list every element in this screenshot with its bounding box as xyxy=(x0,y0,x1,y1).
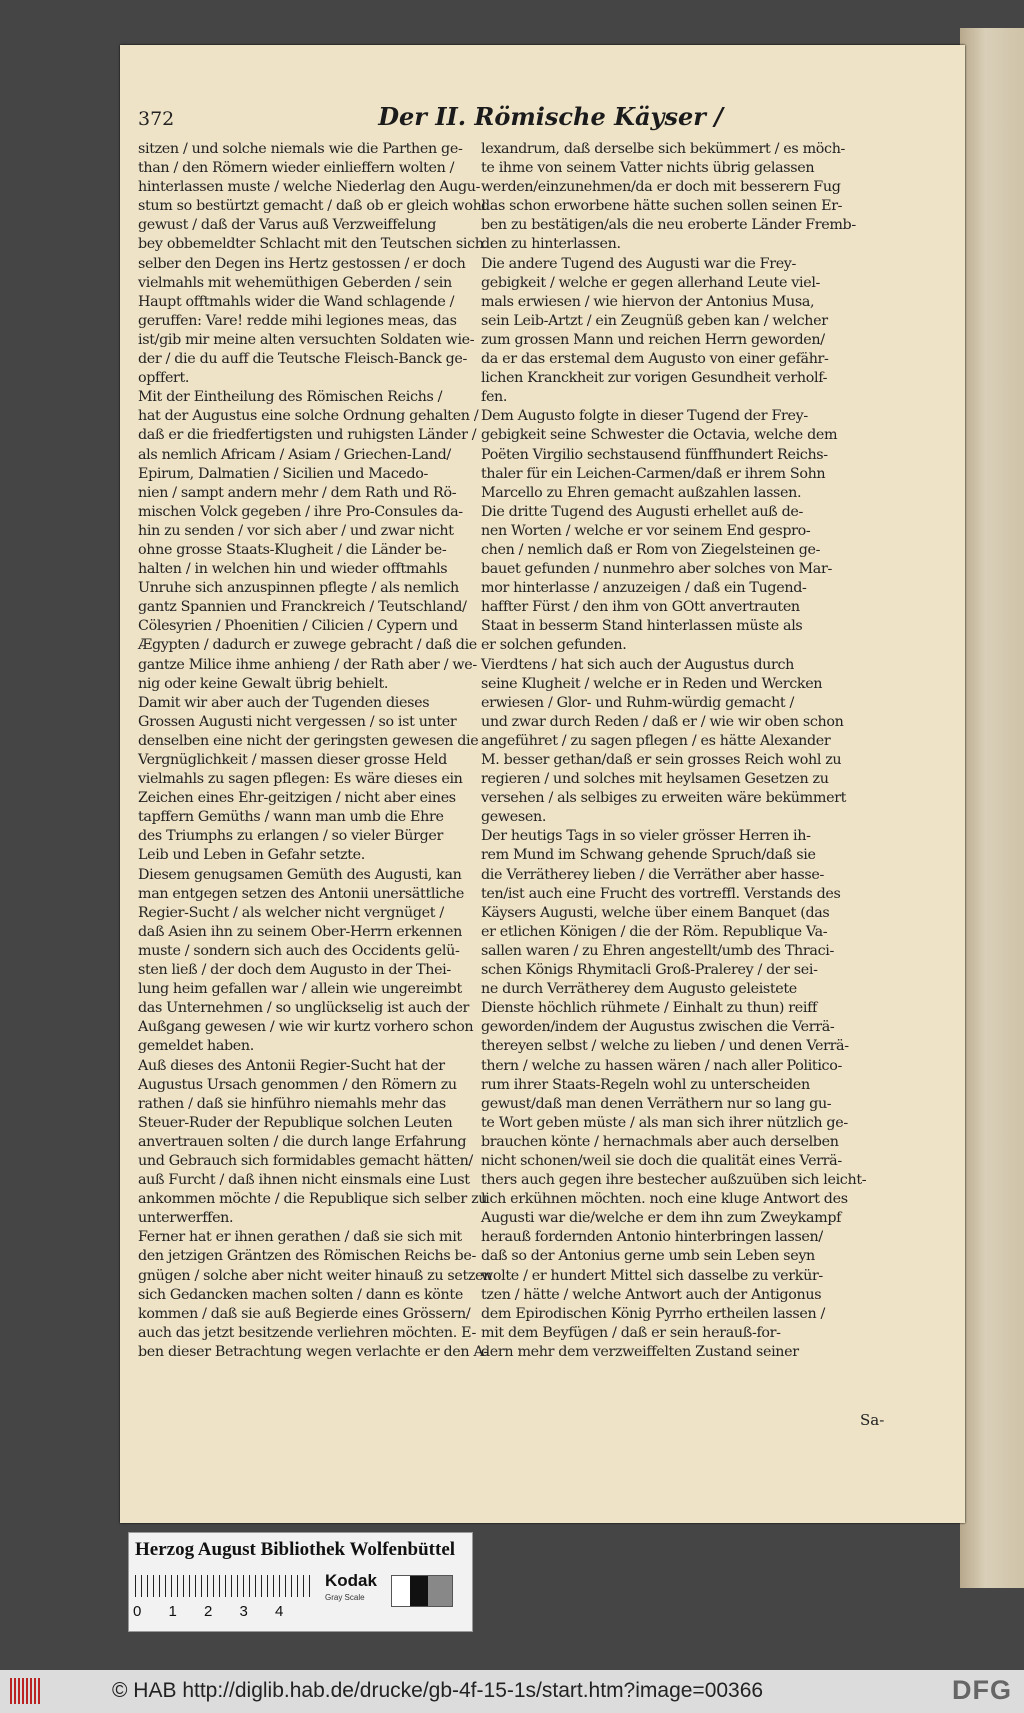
footer-bar xyxy=(0,1670,1024,1713)
text-line: Marcello zu Ehren gemacht außzahlen lassen. xyxy=(481,484,802,501)
text-line: Grossen Augusti nicht vergessen / so ist unter xyxy=(138,713,457,730)
text-line: sitzen / und solche niemals wie die Parthen ge- xyxy=(138,141,463,157)
text-line: herauß fordernden Antonio hinterbringen lassen/ xyxy=(481,1229,823,1246)
text-line: gewust / daß der Varus auß Verzweiffelung xyxy=(138,217,437,234)
text-line: er etlichen Königen / die der Röm. Republique Va- xyxy=(481,923,828,940)
text-line: daß Asien ihn zu seinem Ober-Herrn erkennen xyxy=(138,923,462,940)
facing-page-edge xyxy=(960,28,1024,1588)
text-line: seine Klugheit / welche er in Reden und Wercken xyxy=(481,675,823,692)
text-line: und zwar durch Reden / daß er / wie wir oben schon xyxy=(481,713,844,730)
text-line: M. besser gethan/daß er sein grosses Reich wohl zu xyxy=(481,752,842,768)
text-line: Augusti war die/welche er dem ihn zum Zweykampf xyxy=(481,1210,842,1227)
text-line: Der heutigs Tags in so vieler grösser Herren ih- xyxy=(481,828,811,845)
text-line: vielmahls mit wehemüthigen Geberden / sein xyxy=(138,274,452,291)
text-line: ist/gib mir meine alten versuchten Soldaten wie- xyxy=(138,331,475,348)
text-line: ten/ist auch eine Frucht des vortreffl. Verstands des xyxy=(481,885,841,902)
text-line: lexandrum, daß derselbe sich bekümmert / es möch- xyxy=(481,141,846,157)
text-line: die Verrätherey lieben / die Verräther aber hasse- xyxy=(481,866,824,883)
ruler-numbers: 0 1 2 3 4 xyxy=(133,1603,284,1620)
text-line: gewesen. xyxy=(481,809,547,826)
right-text-column xyxy=(481,140,867,1362)
text-line: und Gebrauch sich formidables gemacht hätten/ xyxy=(138,1152,473,1169)
scale-ruler xyxy=(135,1575,315,1597)
text-line: thaler für ein Leichen-Carmen/daß er ihrem Sohn xyxy=(481,465,826,482)
text-line: Mit der Eintheilung des Römischen Reichs / xyxy=(138,389,443,406)
text-line: brauchen könte / hernachmals aber auch derselben xyxy=(481,1133,839,1150)
text-line: erwiesen / Glor- und Ruhm-würdig gemacht / xyxy=(481,694,794,711)
text-line: Dem Augusto folgte in dieser Tugend der Frey- xyxy=(481,408,808,425)
text-line: nen Worten / welche er vor seinem End gespro- xyxy=(481,522,811,539)
text-line: hin zu senden / vor sich aber / und zwar nicht xyxy=(138,522,454,539)
text-line: Haupt offtmahls wider die Wand schlagende / xyxy=(138,293,455,310)
text-line: ben zu bestätigen/als die neu eroberte Länder Fremb- xyxy=(481,217,856,234)
text-line: anvertrauen solten / die durch lange Erfahrung xyxy=(138,1133,467,1150)
text-line: wolte / er hundert Mittel sich dasselbe zu verkür- xyxy=(481,1267,823,1284)
page-number: 372 xyxy=(138,108,175,130)
text-line: werden/einzunehmen/da er doch mit besserern Fug xyxy=(481,179,841,196)
text-line: halten / in welchen hin und wieder offtmahls xyxy=(138,561,448,578)
text-line: unterwerffen. xyxy=(138,1210,234,1227)
text-line: gebigkeit / welche er gegen allerhand Leute viel- xyxy=(481,274,821,291)
text-line: mit dem Beyfügen / daß er sein herauß-for- xyxy=(481,1324,781,1341)
text-line: dern mehr dem verzweiffelten Zustand seiner xyxy=(481,1343,799,1360)
text-line: Die dritte Tugend des Augusti erhellet auß de- xyxy=(481,503,803,520)
text-line: lichen Kranckheit zur vorigen Gesundheit verholf- xyxy=(481,370,828,387)
gray-scale-patch xyxy=(391,1575,453,1607)
text-line: das schon erworbene hätte suchen sollen seinen Er- xyxy=(481,198,843,215)
text-line: er solchen gefunden. xyxy=(481,637,627,654)
text-line: Regier-Sucht / als welcher nicht vergnüget / xyxy=(138,904,444,921)
text-line: regieren / und solches mit heylsamen Gesetzen zu xyxy=(481,771,829,788)
text-line: bey obbemeldter Schlacht mit den Teutschen sich xyxy=(138,236,484,253)
text-line: tzen / hätte / welche Antwort auch der Antigonus xyxy=(481,1286,822,1303)
catchword: Sa- xyxy=(860,1411,885,1429)
text-line: te ihme von seinem Vatter nichts übrig gelassen xyxy=(481,160,815,177)
text-line: nig oder keine Gewalt übrig behielt. xyxy=(138,675,389,692)
text-line: Leib und Leben in Gefahr setzte. xyxy=(138,847,365,864)
page-header xyxy=(138,102,723,140)
text-line: haffter Fürst / den ihm von GOtt anvertrauten xyxy=(481,599,800,616)
text-line: tapffern Gemüths / wann man umb die Ehre xyxy=(138,809,444,826)
text-line: Außgang gewesen / wie wir kurtz vorhero schon xyxy=(138,1019,474,1036)
text-line: sten ließ / der doch dem Augusto in der Thei- xyxy=(138,962,451,979)
text-line: ne durch Verrätherey dem Augusto geleistete xyxy=(481,981,797,998)
grayscale-label: Gray Scale xyxy=(325,1593,365,1602)
text-line: te Wort geben müste / als man sich ihrer nützlich ge- xyxy=(481,1114,848,1131)
text-line: Steuer-Ruder der Republique solchen Leuten xyxy=(138,1114,453,1131)
text-line: denselben eine nicht der geringsten gewesen die xyxy=(138,732,479,749)
text-line: auch das jetzt besitzende verliehren möchten. E- xyxy=(138,1324,476,1341)
text-line: lich erkühnen möchten. noch eine kluge Antwort des xyxy=(481,1191,848,1208)
text-line: rathen / daß sie hinführo niemahls mehr das xyxy=(138,1095,446,1112)
text-line: Vierdtens / hat sich auch der Augustus durch xyxy=(481,656,794,673)
text-line: daß er die friedfertigsten und ruhigsten Länder / xyxy=(138,427,477,444)
text-line: thereyen selbst / welche zu lieben / und denen Verrä- xyxy=(481,1038,849,1055)
text-line: gnügen / solche aber nicht weiter hinauß zu setzen xyxy=(138,1267,493,1284)
text-line: Unruhe sich anzuspinnen pflegte / als nemlich xyxy=(138,580,459,597)
text-line: gewust/daß man denen Verräthern nur so lang gu- xyxy=(481,1095,832,1112)
text-line: Damit wir aber auch der Tugenden dieses xyxy=(138,694,430,711)
text-line: daß so der Antonius gerne umb sein Leben seyn xyxy=(481,1248,815,1265)
text-line: stum so bestürtzt gemacht / daß ob er gleich wohl xyxy=(138,198,486,215)
text-line: vielmahls zu sagen pflegen: Es wäre dieses ein xyxy=(138,771,463,788)
text-line: den jetzigen Gräntzen des Römischen Reichs be- xyxy=(138,1248,476,1265)
text-line: dem Epirodischen König Pyrrho ertheilen lassen / xyxy=(481,1305,825,1322)
text-line: gemeldet haben. xyxy=(138,1038,254,1055)
text-line: Käysers Augusti, welche über einem Banquet (das xyxy=(481,904,830,921)
text-line: mischen Volck gegeben / ihre Pro-Consules da- xyxy=(138,503,463,520)
text-line: Vergnüglichkeit / massen dieser grosse Held xyxy=(138,752,447,768)
text-line: Staat in besserm Stand hinterlassen müste als xyxy=(481,618,803,635)
text-line: des Triumphs zu erlangen / so vieler Bürger xyxy=(138,828,444,845)
text-line: mor hinterlasse / anzuzeigen / daß ein Tugend- xyxy=(481,580,807,597)
text-line: hat der Augustus eine solche Ordnung gehalten / xyxy=(138,408,479,425)
text-line: muste / sondern sich auch des Occidents gelü- xyxy=(138,942,460,959)
text-line: geruffen: Vare! redde mihi legiones meas, das xyxy=(138,312,457,329)
text-line: versehen / als selbiges zu erweiten wäre bekümmert xyxy=(481,790,847,807)
source-url[interactable]: © HAB http://diglib.hab.de/drucke/gb-4f-15-1s/start.htm?image=00366 xyxy=(112,1679,764,1702)
text-line: Ferner hat er ihnen gerathen / daß sie sich mit xyxy=(138,1229,462,1246)
text-line: kommen / daß sie auß Begierde eines Grössern/ xyxy=(138,1305,471,1322)
text-line: da er das erstemal dem Augusto von einer gefähr- xyxy=(481,351,829,368)
text-line: Ægypten / dadurch er zuwege gebracht / daß die xyxy=(138,637,477,654)
text-line: rem Mund im Schwang gehende Spruch/daß sie xyxy=(481,847,816,864)
text-line: Poëten Virgilio sechstausend fünffhundert Reichs- xyxy=(481,446,828,463)
text-line: geworden/indem der Augustus zwischen die Verrä- xyxy=(481,1019,835,1036)
running-head: Der II. Römische Käyser / xyxy=(378,102,723,131)
text-line: sein Leib-Artzt / ein Zeugnüß geben kan / welcher xyxy=(481,312,828,329)
text-line: schen Königs Rhymitacli Groß-Pralerey / der sei- xyxy=(481,962,818,979)
text-line: den zu hinterlassen. xyxy=(481,236,621,253)
text-line: Diesem genugsamen Gemüth des Augusti, kan xyxy=(138,866,462,883)
kodak-label: Kodak xyxy=(325,1571,377,1590)
dfg-logo: DFG xyxy=(952,1675,1012,1705)
text-line: fen. xyxy=(481,389,508,406)
text-line: der / die du auff die Teutsche Fleisch-Banck ge- xyxy=(138,351,467,368)
text-line: auß Furcht / daß ihnen nicht einsmals eine Lust xyxy=(138,1172,470,1189)
text-line: nien / sampt andern mehr / dem Rath und Rö- xyxy=(138,484,457,501)
library-name: Herzog August Bibliothek Wolfenbüttel xyxy=(135,1539,456,1560)
color-calibration-bar xyxy=(128,1532,473,1632)
text-line: lung heim gefallen war / allein wie ungereimbt xyxy=(138,981,462,998)
text-line: ankommen möchte / die Republique sich selber zu xyxy=(138,1191,488,1208)
text-line: angeführet / zu sagen pflegen / es hätte Alexander xyxy=(481,732,831,749)
text-line: Epirum, Dalmatien / Sicilien und Macedo- xyxy=(138,465,429,482)
text-line: nicht schonen/weil sie doch die qualität eines Verrä- xyxy=(481,1152,842,1169)
text-line: gantze Milice ihme anhieng / der Rath aber / we- xyxy=(138,656,477,673)
text-line: rum ihrer Staats-Regeln wohl zu unterscheiden xyxy=(481,1076,810,1093)
left-text-column xyxy=(138,140,493,1362)
text-line: man entgegen setzen des Antonii unersättliche xyxy=(138,885,464,902)
text-line: Dienste höchlich rühmete / Einhalt zu thun) reiff xyxy=(481,1000,817,1017)
text-line: thers auch gegen ihre bestecher außzuüben sich leicht- xyxy=(481,1172,867,1189)
text-line: thern / welche zu hassen wären / nach aller Politico- xyxy=(481,1057,842,1074)
text-line: hinterlassen muste / welche Niederlag den Augu- xyxy=(138,179,481,196)
text-line: ohne grosse Staats-Klugheit / die Länder be- xyxy=(138,541,447,558)
text-line: Augustus Ursach genommen / den Römern zu xyxy=(138,1076,457,1093)
text-line: bauet gefunden / nunmehro aber solches von Mar- xyxy=(481,561,832,578)
text-line: zum grossen Mann und reichen Herrn geworden/ xyxy=(481,331,825,348)
text-line: das Unternehmen / so unglückselig ist auch der xyxy=(138,1000,470,1017)
text-line: sich Gedancken machen solten / dann es könte xyxy=(138,1286,463,1303)
text-line: Die andere Tugend des Augusti war die Frey- xyxy=(481,255,797,272)
text-line: than / den Römern wieder einlieffern wolten / xyxy=(138,160,455,177)
text-line: sallen waren / zu Ehren angestellt/umb des Thraci- xyxy=(481,942,834,959)
text-line: mals erwiesen / wie hiervon der Antonius Musa, xyxy=(481,293,815,310)
text-line: gebigkeit seine Schwester die Octavia, welche dem xyxy=(481,427,838,444)
text-line: als nemlich Africam / Asiam / Griechen-Land/ xyxy=(138,446,451,463)
text-line: Zeichen eines Ehr-geitzigen / nicht aber eines xyxy=(138,790,456,807)
text-line: gantz Spannien und Franckreich / Teutschland/ xyxy=(138,599,467,616)
text-line: Auß dieses des Antonii Regier-Sucht hat der xyxy=(138,1057,445,1074)
text-line: ben dieser Betrachtung wegen verlachte er den A- xyxy=(138,1343,488,1360)
hab-logo-icon xyxy=(10,1678,42,1704)
text-line: opffert. xyxy=(138,370,190,387)
text-line: chen / nemlich daß er Rom von Ziegelsteinen ge- xyxy=(481,541,821,558)
text-line: selber den Degen ins Hertz gestossen / er doch xyxy=(138,255,466,272)
text-line: Cölesyrien / Phoenitien / Cilicien / Cypern und xyxy=(138,618,458,635)
